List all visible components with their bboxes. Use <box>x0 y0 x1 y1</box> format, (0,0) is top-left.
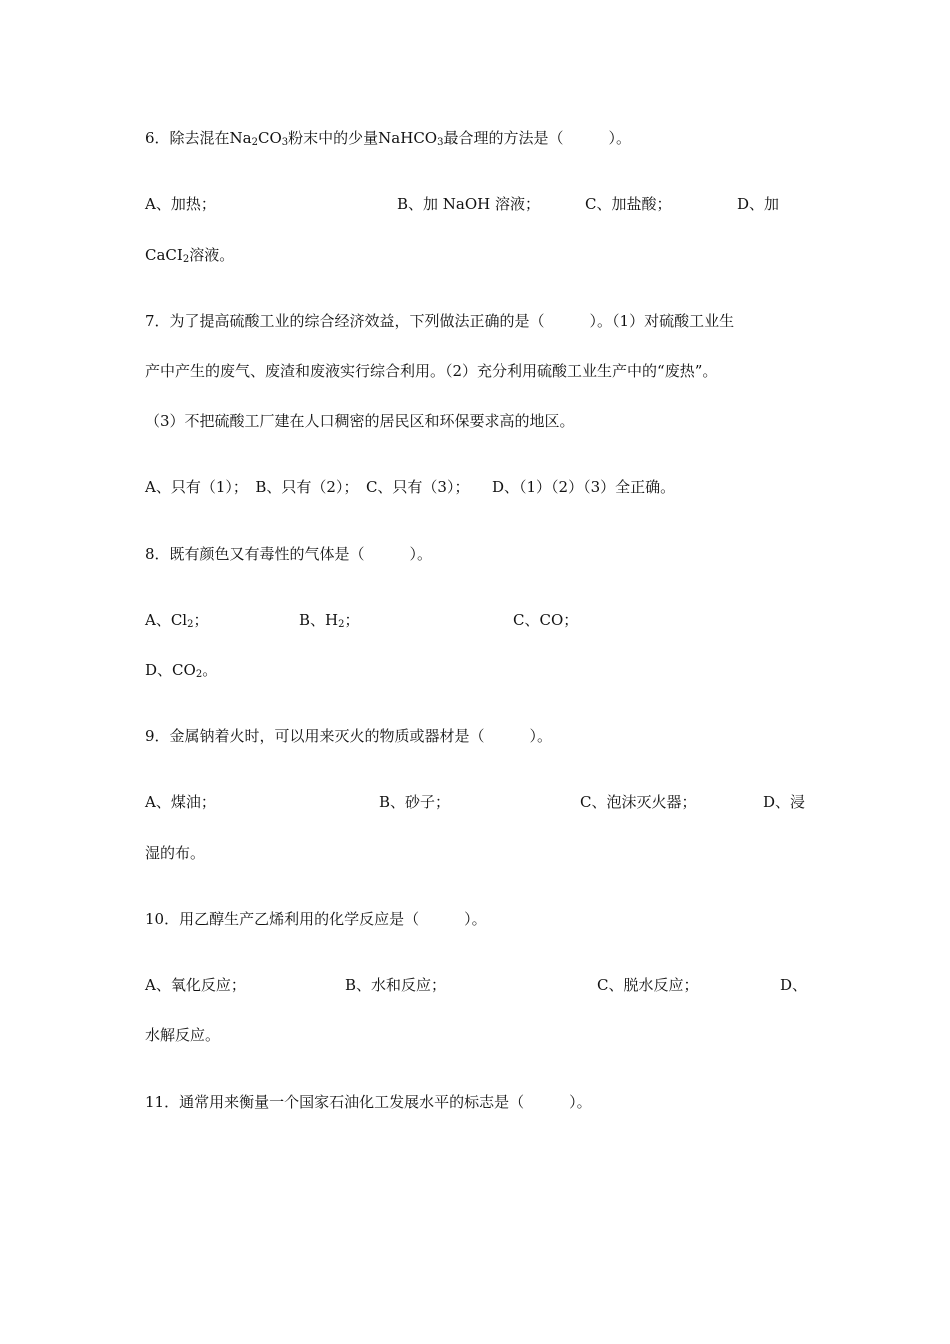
question-9-option-b: B、砂子； <box>379 793 451 811</box>
question-8-stem: 8．既有颜色又有毒性的气体是（ ）。 <box>145 545 433 563</box>
question-10-option-c: C、脱水反应； <box>597 976 699 994</box>
question-7-options: A、只有（1）； B、只有（2）； C、只有（3）； D、（1）（2）（3）全正确。 <box>145 478 676 496</box>
question-10-option-a: A、氧化反应； <box>145 976 246 994</box>
question-10-stem: 10．用乙醇生产乙烯利用的化学反应是（ ）。 <box>145 910 487 928</box>
question-8-option-d: D、$CO_2$。 <box>145 661 218 680</box>
question-7-stem-line-3: （3）不把硫酸工厂建在人口稠密的居民区和环保要求高的地区。 <box>145 412 575 430</box>
question-10-option-b: B、水和反应； <box>345 976 447 994</box>
question-9-option-d-continued: 湿的布。 <box>145 844 206 862</box>
question-11-stem: 11．通常用来衡量一个国家石油化工发展水平的标志是（ ）。 <box>145 1093 592 1111</box>
question-6-option-c: C、加盐酸； <box>585 195 672 213</box>
question-10-option-d: D、 <box>780 976 808 994</box>
question-6-option-b: B、加 NaOH 溶液； <box>397 195 541 213</box>
question-6-option-a: A、加热； <box>145 195 216 213</box>
question-8-option-b: B、$H_2$； <box>299 611 360 630</box>
question-6-stem: 6．除去混在$Na_2CO_3$粉末中的少量NaHCO$_3$最合理的方法是（ ）。 <box>145 129 631 148</box>
question-9-option-a: A、煤油； <box>145 793 216 811</box>
question-9-option-c: C、泡沫灭火器； <box>580 793 697 811</box>
question-7-stem-line-1: 7．为了提高硫酸工业的综合经济效益，下列做法正确的是（ ）。（1）对硫酸工业生 <box>145 312 735 330</box>
question-9-stem: 9．金属钠着火时，可以用来灭火的物质或器材是（ ）。 <box>145 727 553 745</box>
question-6-option-d-continued: CaCI$_2$溶液。 <box>145 246 235 265</box>
question-10-option-d-continued: 水解反应。 <box>145 1026 221 1044</box>
question-9-option-d: D、浸 <box>763 793 806 811</box>
question-6-option-d: D、加 <box>737 195 780 213</box>
question-8-option-a: A、$Cl_2$； <box>145 611 209 630</box>
question-8-option-c: C、CO； <box>513 611 579 629</box>
question-7-stem-line-2: 产中产生的废气、废渣和废液实行综合利用。（2）充分利用硫酸工业生产中的“废热”。 <box>145 362 718 380</box>
